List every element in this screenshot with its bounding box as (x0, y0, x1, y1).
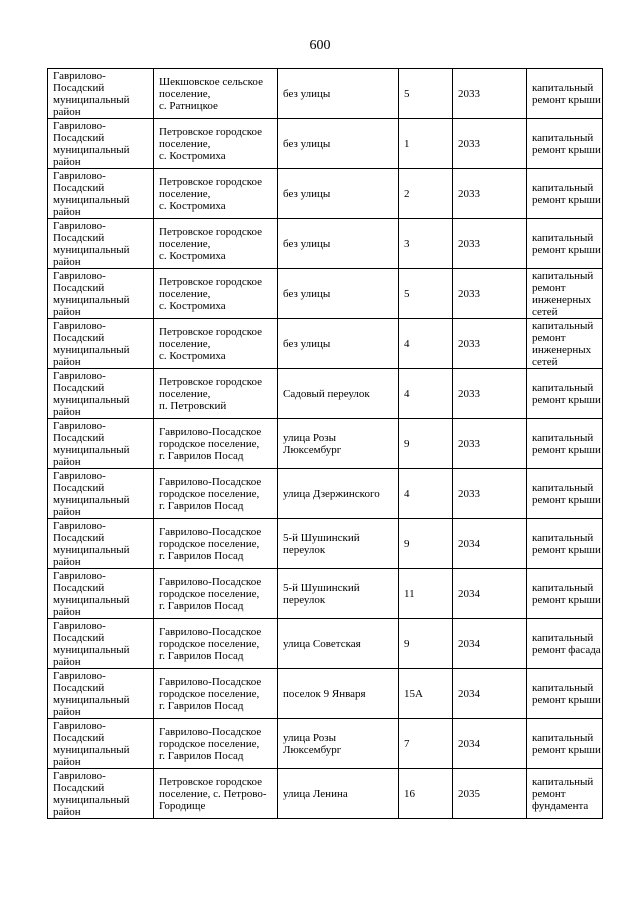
street-cell: без улицы (278, 69, 399, 119)
year-cell: 2033 (453, 269, 527, 319)
street-cell: без улицы (278, 269, 399, 319)
table-row (48, 569, 603, 619)
work-type-cell: капитальный ремонт инженерных сетей (527, 319, 603, 369)
house-number-cell: 15А (399, 669, 453, 719)
year-cell: 2034 (453, 619, 527, 669)
settlement-cell: Шекшовское сельское поселение, с. Ратницкое (154, 69, 278, 119)
year-cell: 2033 (453, 419, 527, 469)
house-number-cell: 9 (399, 419, 453, 469)
district-cell: Гаврилово- Посадский муниципальный район (48, 719, 154, 769)
settlement-cell: Гаврилово-Посадское городское поселение, г. Гаврилов Посад (154, 619, 278, 669)
work-type-cell: капитальный ремонт крыши (527, 519, 603, 569)
year-cell: 2033 (453, 319, 527, 369)
table-row (48, 369, 603, 419)
district-cell: Гаврилово- Посадский муниципальный район (48, 369, 154, 419)
year-cell: 2034 (453, 669, 527, 719)
district-cell: Гаврилово- Посадский муниципальный район (48, 469, 154, 519)
table-body (48, 69, 603, 819)
district-cell: Гаврилово- Посадский муниципальный район (48, 269, 154, 319)
year-cell: 2034 (453, 519, 527, 569)
district-cell: Гаврилово- Посадский муниципальный район (48, 519, 154, 569)
street-cell: без улицы (278, 119, 399, 169)
district-cell: Гаврилово- Посадский муниципальный район (48, 69, 154, 119)
house-number-cell: 9 (399, 519, 453, 569)
house-number-cell: 4 (399, 469, 453, 519)
work-type-cell: капитальный ремонт крыши (527, 419, 603, 469)
settlement-cell: Гаврилово-Посадское городское поселение, г. Гаврилов Посад (154, 569, 278, 619)
street-cell: без улицы (278, 219, 399, 269)
settlement-cell: Петровское городское поселение, п. Петровский (154, 369, 278, 419)
work-type-cell: капитальный ремонт крыши (527, 219, 603, 269)
house-number-cell: 9 (399, 619, 453, 669)
settlement-cell: Гаврилово-Посадское городское поселение, г. Гаврилов Посад (154, 519, 278, 569)
table-row (48, 769, 603, 819)
house-number-cell: 1 (399, 119, 453, 169)
settlement-cell: Петровское городское поселение, с. Петрово- Городище (154, 769, 278, 819)
house-number-cell: 5 (399, 69, 453, 119)
year-cell: 2033 (453, 69, 527, 119)
district-cell: Гаврилово- Посадский муниципальный район (48, 669, 154, 719)
settlement-cell: Гаврилово-Посадское городское поселение, г. Гаврилов Посад (154, 469, 278, 519)
street-cell: улица Розы Люксембург (278, 419, 399, 469)
street-cell: без улицы (278, 169, 399, 219)
year-cell: 2034 (453, 569, 527, 619)
year-cell: 2033 (453, 369, 527, 419)
table-row (48, 519, 603, 569)
settlement-cell: Петровское городское поселение, с. Костромиха (154, 219, 278, 269)
page-number: 600 (309, 38, 331, 53)
table-row (48, 719, 603, 769)
settlement-cell: Петровское городское поселение, с. Костромиха (154, 119, 278, 169)
street-cell: без улицы (278, 319, 399, 369)
work-type-cell: капитальный ремонт инженерных сетей (527, 269, 603, 319)
settlement-cell: Гаврилово-Посадское городское поселение, г. Гаврилов Посад (154, 719, 278, 769)
house-number-cell: 11 (399, 569, 453, 619)
work-type-cell: капитальный ремонт крыши (527, 469, 603, 519)
year-cell: 2033 (453, 219, 527, 269)
work-type-cell: капитальный ремонт крыши (527, 569, 603, 619)
work-type-cell: капитальный ремонт крыши (527, 369, 603, 419)
house-number-cell: 4 (399, 369, 453, 419)
year-cell: 2033 (453, 469, 527, 519)
repair-schedule-table (47, 68, 603, 819)
house-number-cell: 3 (399, 219, 453, 269)
district-cell: Гаврилово- Посадский муниципальный район (48, 169, 154, 219)
district-cell: Гаврилово- Посадский муниципальный район (48, 119, 154, 169)
district-cell: Гаврилово- Посадский муниципальный район (48, 419, 154, 469)
house-number-cell: 2 (399, 169, 453, 219)
table-row (48, 669, 603, 719)
table-row (48, 419, 603, 469)
work-type-cell: капитальный ремонт фундамента (527, 769, 603, 819)
year-cell: 2033 (453, 169, 527, 219)
house-number-cell: 16 (399, 769, 453, 819)
street-cell: 5-й Шушинский переулок (278, 569, 399, 619)
street-cell: поселок 9 Января (278, 669, 399, 719)
street-cell: улица Дзержинского (278, 469, 399, 519)
district-cell: Гаврилово- Посадский муниципальный район (48, 769, 154, 819)
year-cell: 2034 (453, 719, 527, 769)
house-number-cell: 4 (399, 319, 453, 369)
settlement-cell: Петровское городское поселение, с. Костромиха (154, 169, 278, 219)
year-cell: 2035 (453, 769, 527, 819)
table-row (48, 269, 603, 319)
work-type-cell: капитальный ремонт крыши (527, 719, 603, 769)
year-cell: 2033 (453, 119, 527, 169)
work-type-cell: капитальный ремонт фасада (527, 619, 603, 669)
district-cell: Гаврилово- Посадский муниципальный район (48, 619, 154, 669)
table-row (48, 619, 603, 669)
settlement-cell: Гаврилово-Посадское городское поселение, г. Гаврилов Посад (154, 419, 278, 469)
district-cell: Гаврилово- Посадский муниципальный район (48, 219, 154, 269)
work-type-cell: капитальный ремонт крыши (527, 119, 603, 169)
street-cell: улица Ленина (278, 769, 399, 819)
street-cell: улица Советская (278, 619, 399, 669)
street-cell: 5-й Шушинский переулок (278, 519, 399, 569)
table-row (48, 119, 603, 169)
table-row (48, 469, 603, 519)
work-type-cell: капитальный ремонт крыши (527, 69, 603, 119)
street-cell: улица Розы Люксембург (278, 719, 399, 769)
settlement-cell: Петровское городское поселение, с. Костромиха (154, 269, 278, 319)
settlement-cell: Петровское городское поселение, с. Костромиха (154, 319, 278, 369)
district-cell: Гаврилово- Посадский муниципальный район (48, 319, 154, 369)
work-type-cell: капитальный ремонт крыши (527, 669, 603, 719)
work-type-cell: капитальный ремонт крыши (527, 169, 603, 219)
house-number-cell: 5 (399, 269, 453, 319)
settlement-cell: Гаврилово-Посадское городское поселение, г. Гаврилов Посад (154, 669, 278, 719)
table-row (48, 169, 603, 219)
table-row (48, 69, 603, 119)
street-cell: Садовый переулок (278, 369, 399, 419)
district-cell: Гаврилово- Посадский муниципальный район (48, 569, 154, 619)
table-row (48, 219, 603, 269)
house-number-cell: 7 (399, 719, 453, 769)
table-row (48, 319, 603, 369)
